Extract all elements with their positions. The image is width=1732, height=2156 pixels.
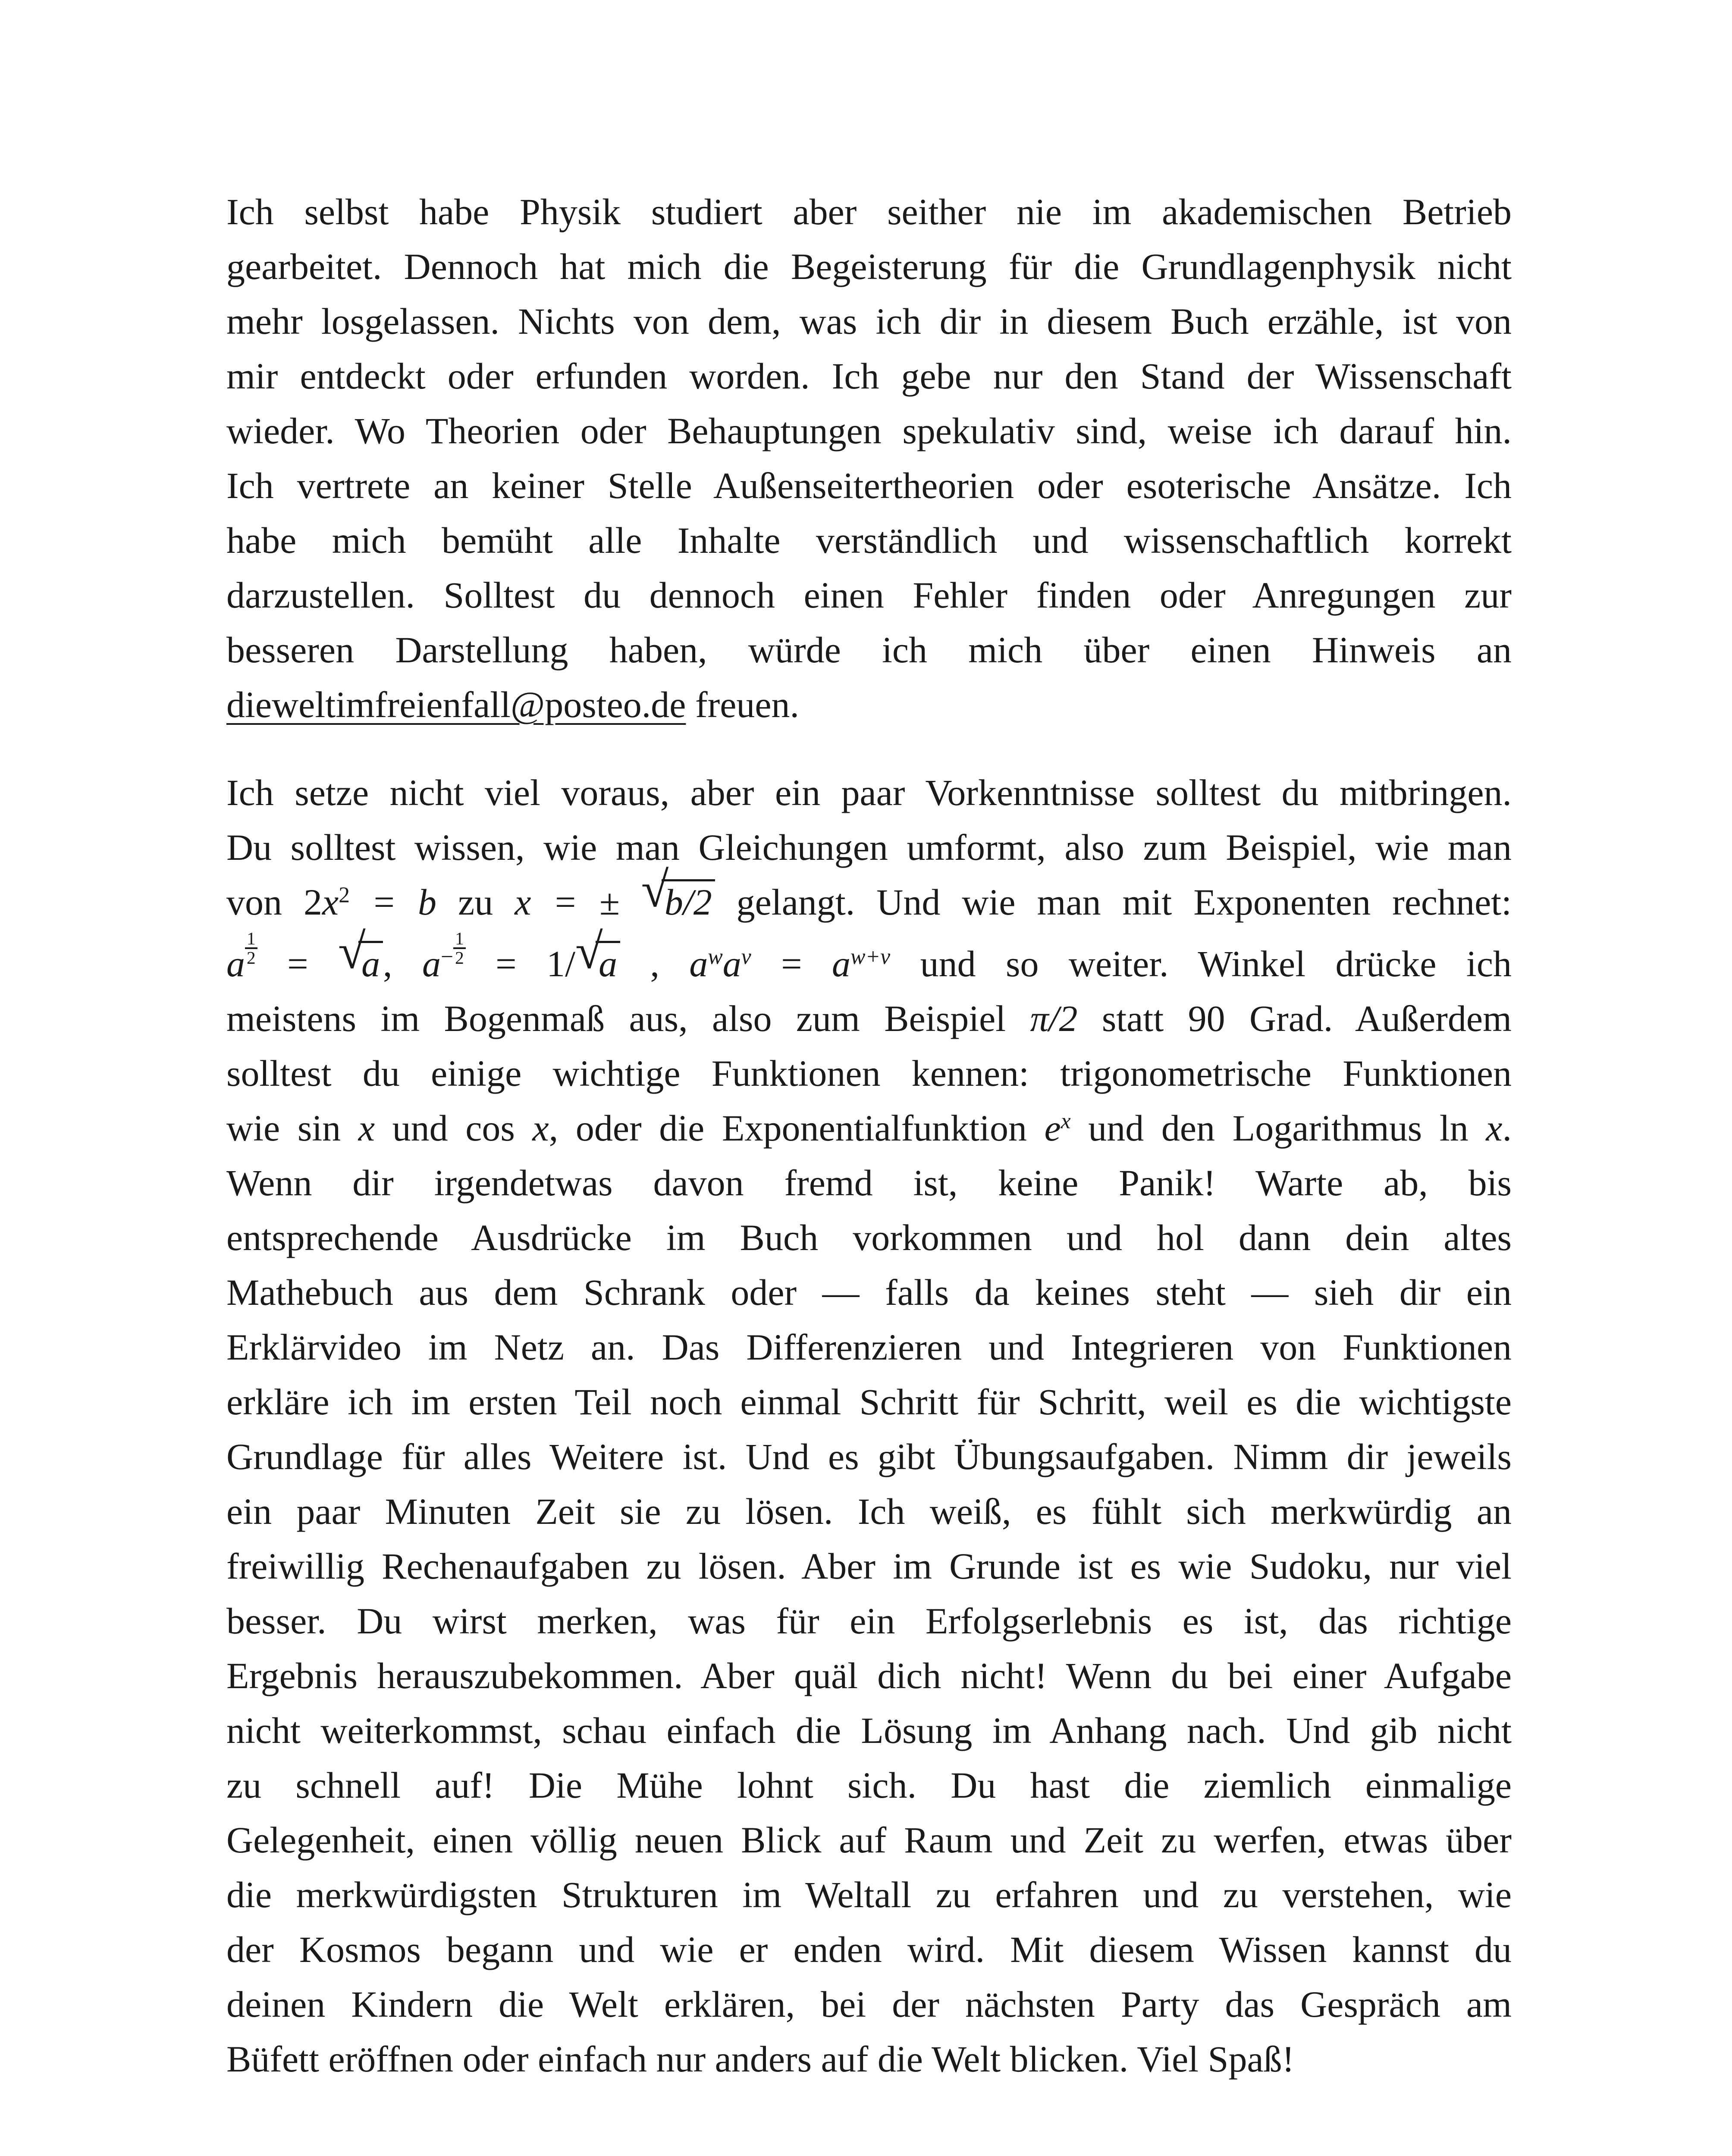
text-line: Ergebnis herauszubekommen. Aber quäl dich nicht! Wenn du bei einer Aufgabe xyxy=(226,1655,1512,1697)
text-line: Du solltest wissen, wie man Gleichungen umformt, also zum Beispiel, wie man xyxy=(226,827,1512,868)
sqrt-symbol: √ a xyxy=(575,937,620,991)
text-line: freiwillig Rechenaufgaben zu lösen. Aber im Grunde ist es wie Sudoku, nur viel xyxy=(226,1545,1512,1587)
text-line: Gelegenheit, einen völlig neuen Blick auf Raum und Zeit zu werfen, etwas über xyxy=(226,1819,1512,1861)
fraction-half: $\frac{1}{2}$ xyxy=(453,930,466,967)
text-line: erkläre ich im ersten Teil noch einmal Schritt für Schritt, weil es die wichtigste xyxy=(226,1381,1512,1423)
text-line: meistens im Bogenmaß aus, also zum Beispiel π/2 statt 90 Grad. Außerdem xyxy=(226,998,1512,1040)
sqrt-symbol: √ a xyxy=(338,937,383,991)
text-line: entsprechende Ausdrücke im Buch vorkommen und hol dann dein altes xyxy=(226,1217,1512,1259)
text-line: zu schnell auf! Die Mühe lohnt sich. Du hast die ziemlich einmalige xyxy=(226,1764,1512,1806)
text-line: wieder. Wo Theorien oder Behauptungen spekulativ sind, weise ich darauf hin. xyxy=(226,410,1512,451)
text-line-functions: wie sin x und cos x, oder die Exponentialfunktion $e^x$ und den Logarithmus ln x. xyxy=(226,1107,1512,1149)
text-line: Mathebuch aus dem Schrank oder — falls da keines steht — sieh dir ein xyxy=(226,1272,1512,1313)
text-line-equation-1: von $2x^2 = b$ zu x = ± √ b/2 gelangt. Und wie man mit Exponenten rechnet: xyxy=(226,875,1512,930)
text-line: solltest du einige wichtige Funktionen kennen: trigonometrische Funktionen xyxy=(226,1053,1512,1094)
email-link[interactable]: dieweltimfreienfall@posteo.de xyxy=(226,684,686,725)
equation-pi-half: π/2 xyxy=(1030,998,1078,1040)
body-text xyxy=(226,185,1512,2087)
text-line: mehr losgelassen. Nichts von dem, was ich dir in diesem Buch erzähle, ist von xyxy=(226,301,1512,342)
equation-quadratic: $2x^2 = b$ xyxy=(304,881,437,923)
text-line: die merkwürdigsten Strukturen im Weltall zu erfahren und zu verstehen, wie xyxy=(226,1874,1512,1916)
text-line: Ich vertrete an keiner Stelle Außenseitertheorien oder esoterische Ansätze. Ich xyxy=(226,465,1512,506)
text-line xyxy=(226,677,1512,732)
sqrt-symbol: √ b/2 xyxy=(641,875,715,930)
text-line: nicht weiterkommst, schau einfach die Lösung im Anhang nach. Und gib nicht xyxy=(226,1710,1512,1752)
text-line: der Kosmos begann und wie er enden wird. Mit diesem Wissen kannst du xyxy=(226,1929,1512,1971)
text-line: Wenn dir irgendetwas davon fremd ist, keine Panik! Warte ab, bis xyxy=(226,1162,1512,1204)
text-line: ein paar Minuten Zeit sie zu lösen. Ich weiß, es fühlt sich merkwürdig an xyxy=(226,1491,1512,1532)
text-line: Büfett eröffnen oder einfach nur anders auf die Welt blicken. Viel Spaß! xyxy=(226,2038,1295,2080)
text-line: Ich setze nicht viel voraus, aber ein paar Vorkenntnisse solltest du mitbringen. xyxy=(226,772,1512,813)
text-line: besser. Du wirst merken, was für ein Erfolgserlebnis es ist, das richtige xyxy=(226,1600,1512,1642)
text-line: mir entdeckt oder erfunden worden. Ich gebe nur den Stand der Wissenschaft xyxy=(226,355,1512,397)
text-line: Erklärvideo im Netz an. Das Differenzieren und Integrieren von Funktionen xyxy=(226,1326,1512,1368)
fraction-half: $\frac{1}{2}$ xyxy=(245,930,257,967)
text-line: habe mich bemüht alle Inhalte verständlich und wissenschaftlich korrekt xyxy=(226,520,1512,561)
text-line-equation-2: a $\frac{1}{2}$ = √ a, a− $\frac{1}{2}$ = 1/ √ a , $a^wa^v = a^{w+v}$ und so weiter. Winkel drücke ich xyxy=(226,930,1512,991)
text-line: Ich selbst habe Physik studiert aber seither nie im akademischen Betrieb xyxy=(226,191,1512,232)
paragraph-2 xyxy=(226,765,1512,2087)
text-line: deinen Kindern die Welt erklären, bei der nächsten Party das Gespräch am xyxy=(226,1984,1512,2025)
text-line: darzustellen. Solltest du dennoch einen Fehler finden oder Anregungen zur xyxy=(226,574,1512,616)
paragraph-1 xyxy=(226,185,1512,732)
text-line: Grundlage für alles Weitere ist. Und es gibt Übungsaufgaben. Nimm dir jeweils xyxy=(226,1436,1512,1478)
equation-solution: x = ± √ b/2 xyxy=(515,881,715,923)
email-suffix: freuen. xyxy=(686,684,800,725)
text-line: besseren Darstellung haben, würde ich mich über einen Hinweis an xyxy=(226,629,1512,671)
text-line: gearbeitet. Dennoch hat mich die Begeisterung für die Grundlagenphysik nicht xyxy=(226,246,1512,287)
equation-exponents: a $\frac{1}{2}$ = √ a, a− $\frac{1}{2}$ = 1/ √ a , $a^wa^v = a^{w+v}$ xyxy=(226,943,890,984)
